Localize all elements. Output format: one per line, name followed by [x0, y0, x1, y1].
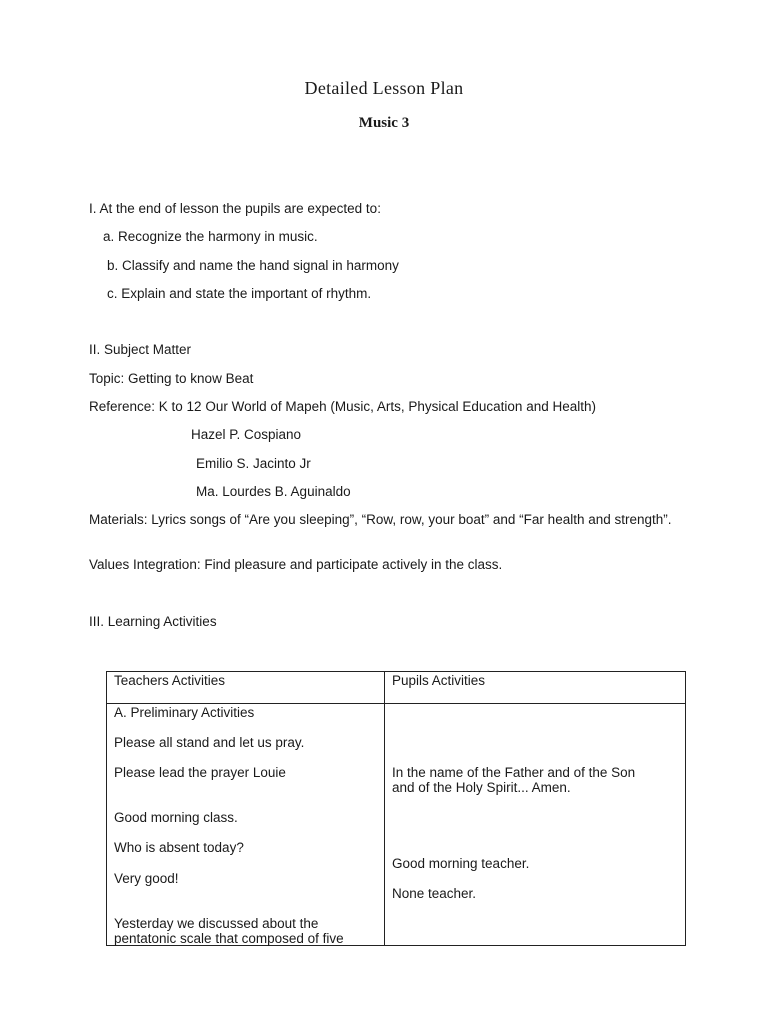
objective-item: b. Classify and name the hand signal in harmony — [107, 258, 399, 273]
pupil-line: None teacher. — [392, 886, 477, 901]
teachers-activities-header: Teachers Activities — [107, 672, 385, 704]
document-title: Detailed Lesson Plan — [304, 78, 464, 98]
teacher-line: Good morning class. — [114, 810, 238, 825]
teacher-activities-cell — [107, 704, 385, 946]
pupils-activities-header: Pupils Activities — [385, 672, 686, 704]
pupil-line: and of the Holy Spirit... Amen. — [392, 780, 571, 795]
teacher-line: Who is absent today? — [114, 840, 244, 855]
reference-author: Emilio S. Jacinto Jr — [196, 456, 311, 471]
reference-line: Reference: K to 12 Our World of Mapeh (Music, Arts, Physical Education and Health) — [89, 399, 596, 414]
document-subtitle: Music 3 — [358, 115, 410, 131]
table-header-row — [107, 672, 686, 704]
objectives-heading: I. At the end of lesson the pupils are expected to: — [89, 201, 381, 216]
materials-line: Materials: Lyrics songs of “Are you sleeping”, “Row, row, your boat” and “Far health and strength”. — [89, 512, 672, 527]
objective-item: a. Recognize the harmony in music. — [103, 229, 318, 244]
teacher-line: pentatonic scale that composed of five — [114, 931, 344, 946]
pupil-activities-cell — [385, 704, 686, 946]
activities-table — [106, 671, 686, 946]
topic-line: Topic: Getting to know Beat — [89, 371, 254, 386]
table-row — [107, 704, 686, 946]
pupil-line: Good morning teacher. — [392, 856, 530, 871]
objective-item: c. Explain and state the important of rhythm. — [107, 286, 372, 301]
teacher-line: Yesterday we discussed about the — [114, 916, 319, 931]
reference-author: Ma. Lourdes B. Aguinaldo — [196, 484, 351, 499]
subject-matter-heading: II. Subject Matter — [89, 342, 192, 357]
values-integration-line: Values Integration: Find pleasure and participate actively in the class. — [89, 557, 503, 572]
teacher-line: A. Preliminary Activities — [114, 705, 255, 720]
teacher-line: Very good! — [114, 871, 179, 886]
teacher-line: Please lead the prayer Louie — [114, 765, 286, 780]
learning-activities-heading: III. Learning Activities — [89, 614, 217, 629]
pupil-line: In the name of the Father and of the Son — [392, 765, 636, 780]
reference-author: Hazel P. Cospiano — [191, 427, 302, 442]
teacher-line: Please all stand and let us pray. — [114, 735, 305, 750]
